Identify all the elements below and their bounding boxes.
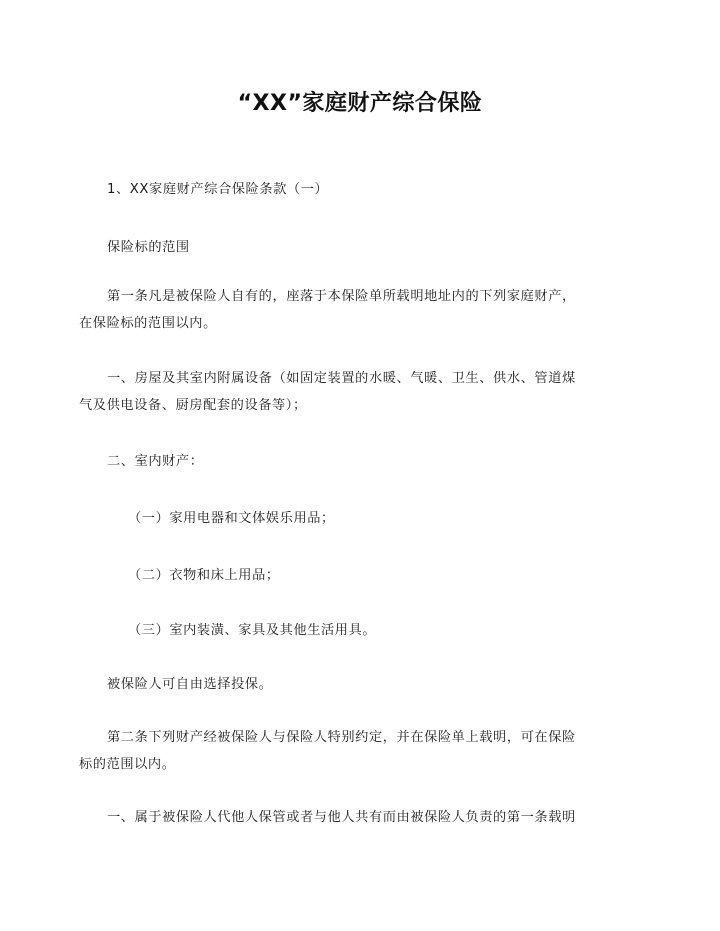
paragraph-item-3: 一、属于被保险人代他人保管或者与他人共有而由被保险人负责的第一条载明 xyxy=(107,810,576,825)
paragraph-note: 被保险人可自由选择投保。 xyxy=(107,677,273,692)
clause-heading: 1、XX家庭财产综合保险条款（一） xyxy=(107,182,329,197)
sub-item-1: （一）家用电器和文体娱乐用品； xyxy=(128,511,335,526)
sub-item-2: （二）衣物和床上用品； xyxy=(128,568,280,583)
paragraph-item-1: 一、房屋及其室内附属设备（如固定装置的水暖、气暖、卫生、供水、管道煤气及供电设备、厨房配套的设备等）； xyxy=(79,371,576,413)
sub-item-3: （三）室内装潢、家具及其他生活用具。 xyxy=(128,623,377,638)
document-title: “XX”家庭财产综合保险 xyxy=(237,91,483,116)
section-heading: 保险标的范围 xyxy=(107,240,190,255)
paragraph-article-2: 第二条下列财产经被保险人与保险人特别约定，并在保险单上载明，可在保险标的范围以内。 xyxy=(79,730,576,772)
paragraph-article-1: 第一条凡是被保险人自有的，座落于本保险单所载明地址内的下列家庭财产，在保险标的范围以内。 xyxy=(79,289,576,331)
paragraph-item-2: 二、室内财产： xyxy=(107,454,204,469)
